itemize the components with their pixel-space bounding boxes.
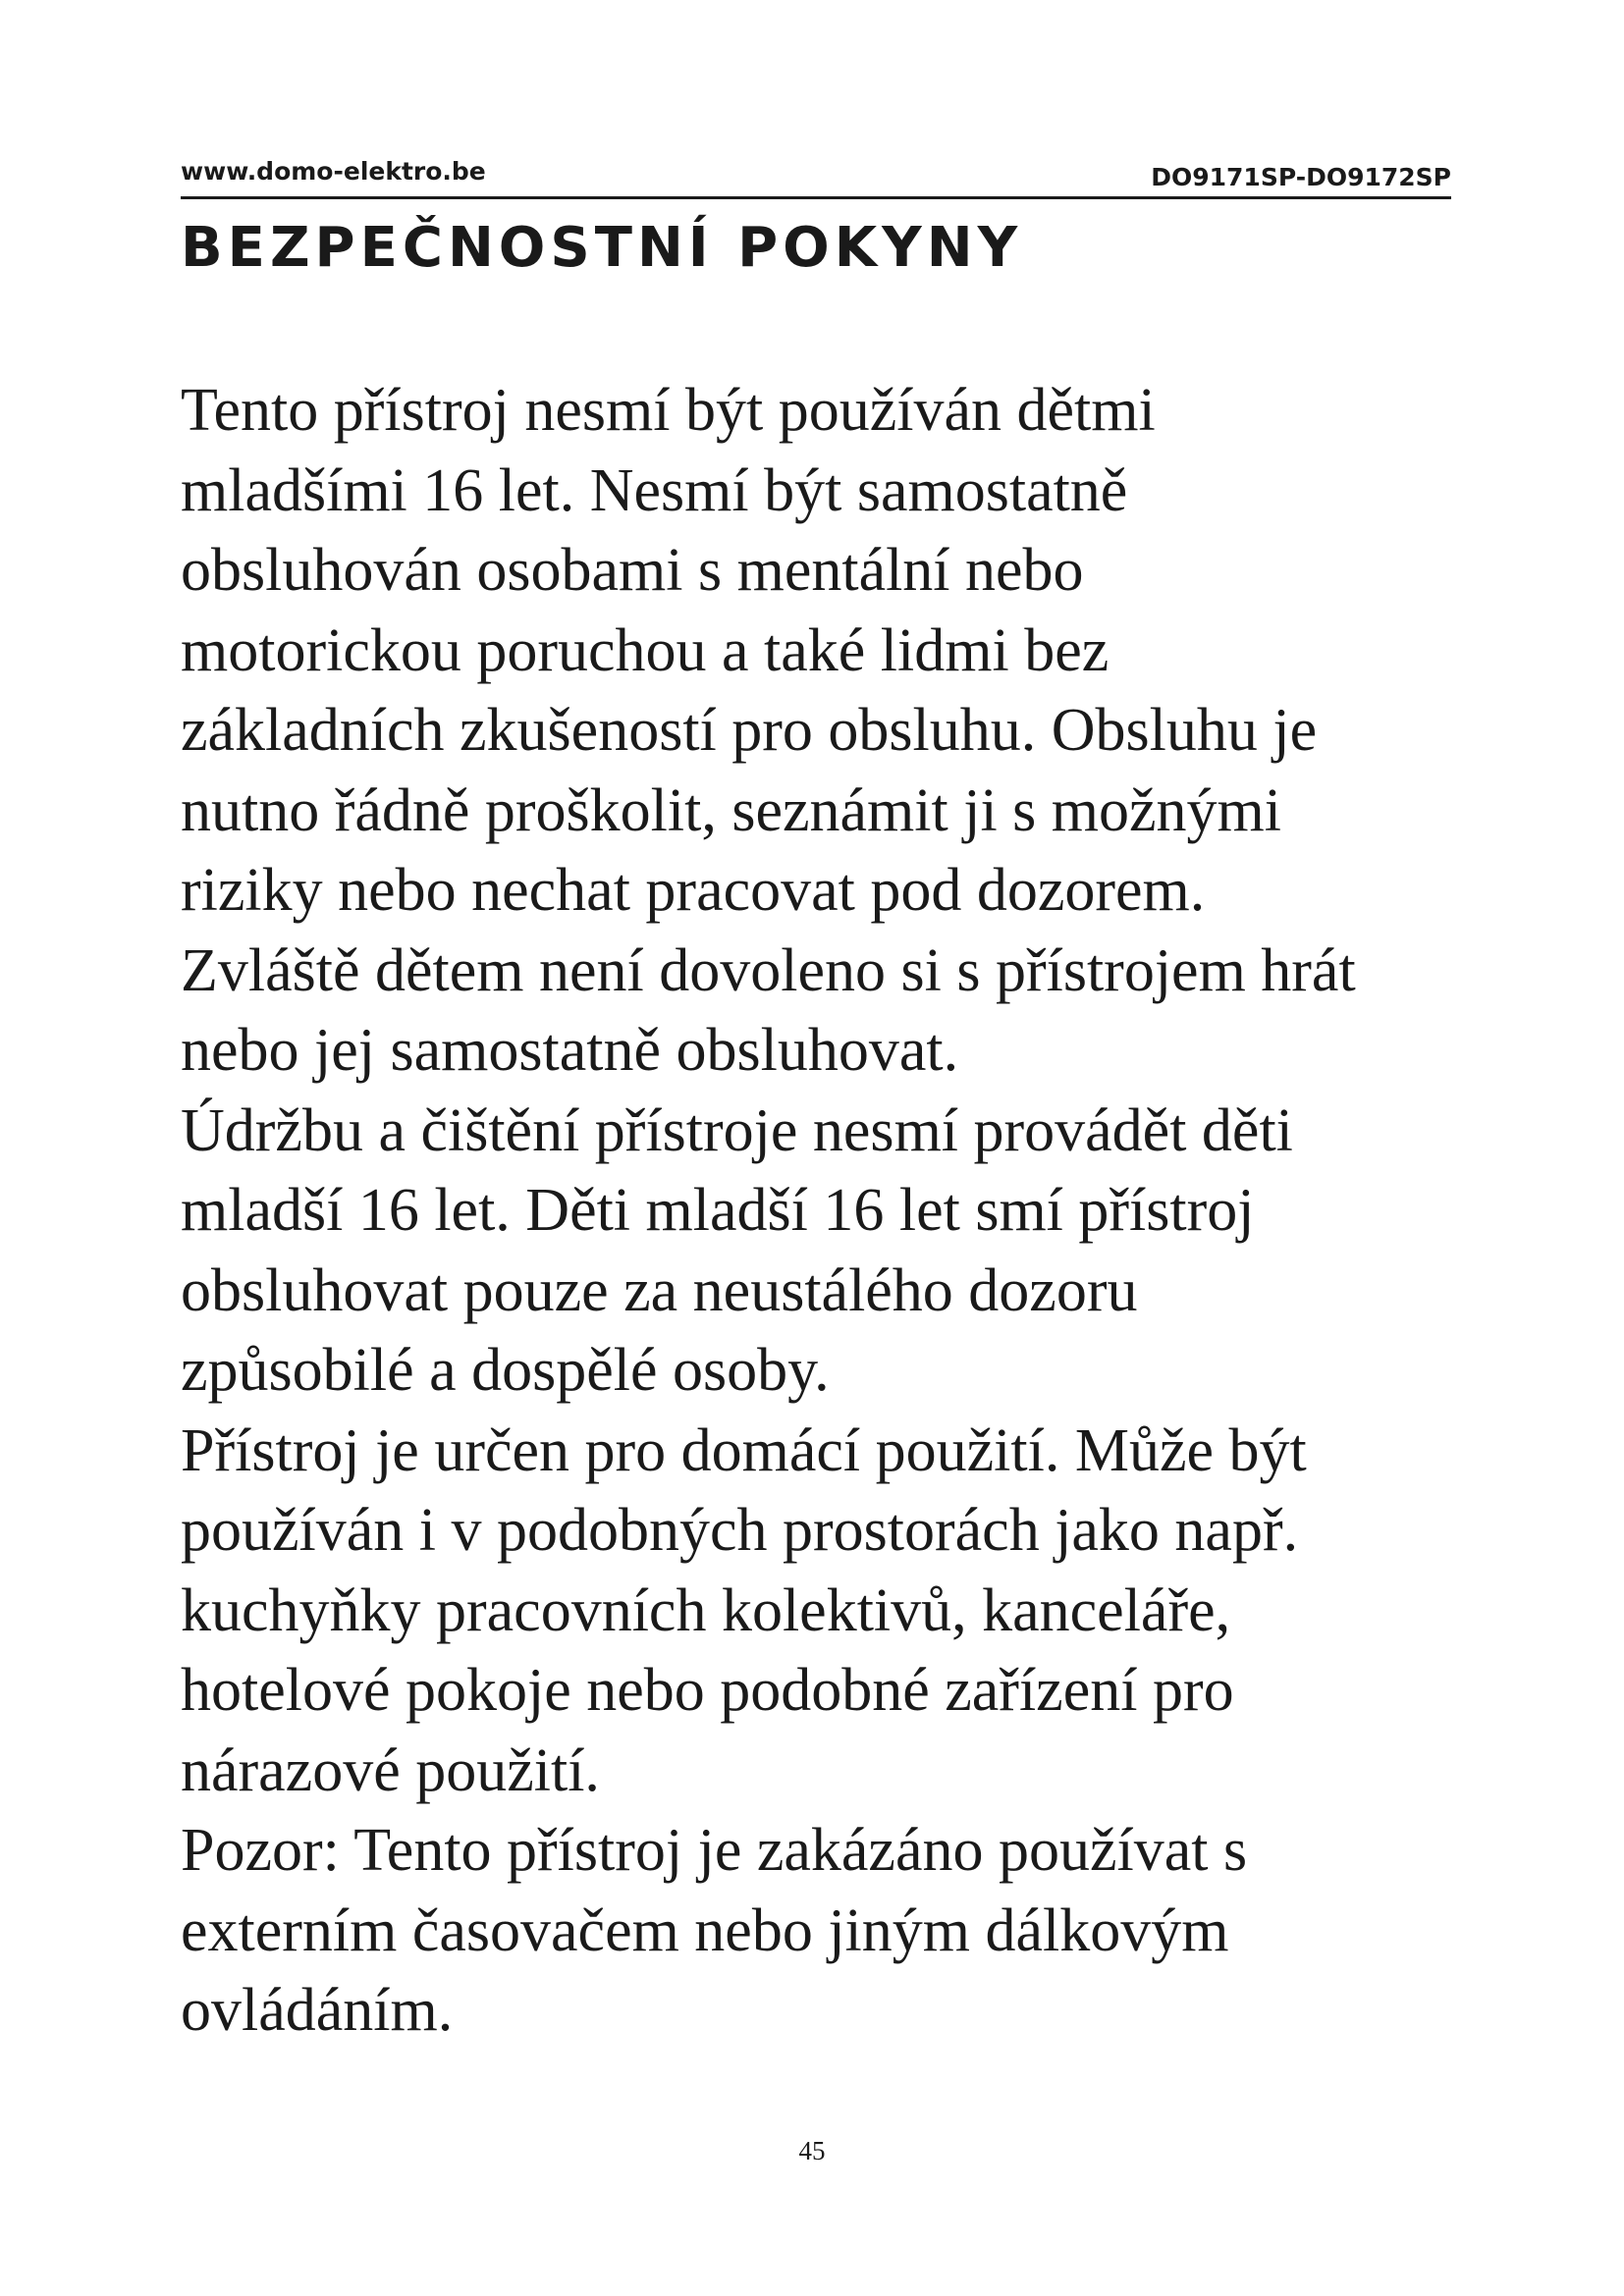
text-line: způsobilé a dospělé osoby. bbox=[181, 1337, 830, 1404]
text-line: obsluhovat pouze za neustálého dozoru bbox=[181, 1256, 1138, 1324]
text-line: obsluhován osobami s mentální nebo bbox=[181, 537, 1084, 604]
text-line: riziky nebo nechat pracovat pod dozorem. bbox=[181, 857, 1206, 924]
text-line: Zvláště dětem není dovoleno si s přístrojem hrát bbox=[181, 936, 1356, 1004]
model-number: DO9171SP-DO9172SP bbox=[1151, 163, 1451, 191]
text-line: nárazové použití. bbox=[181, 1736, 600, 1804]
text-line: mladšími 16 let. Nesmí být samostatně bbox=[181, 456, 1128, 524]
text-line: motorickou poruchou a také lidmi bez bbox=[181, 616, 1110, 684]
text-line: Tento přístroj nesmí být používán dětmi bbox=[181, 377, 1156, 444]
text-line: nutno řádně proškolit, seznámit ji s možnými bbox=[181, 776, 1281, 844]
page-header bbox=[181, 157, 1451, 199]
text-line: používán i v podobných prostorách jako např. bbox=[181, 1497, 1299, 1564]
website-url: www.domo-elektro.be bbox=[181, 157, 486, 186]
text-line: nebo jej samostatně obsluhovat. bbox=[181, 1017, 959, 1084]
text-line: Pozor: Tento přístroj je zakázáno používat s bbox=[181, 1817, 1248, 1884]
text-line: základních zkušeností pro obsluhu. Obsluhu je bbox=[181, 697, 1318, 764]
text-line: hotelové pokoje nebo podobné zařízení pro bbox=[181, 1657, 1234, 1724]
text-line: Údržbu a čištění přístroje nesmí provádět děti bbox=[181, 1096, 1293, 1164]
text-line: ovládáním. bbox=[181, 1977, 454, 2044]
text-line: mladší 16 let. Děti mladší 16 let smí přístroj bbox=[181, 1177, 1255, 1244]
page-number: 45 bbox=[798, 2136, 826, 2165]
text-line: Přístroj je určen pro domácí použití. Může být bbox=[181, 1416, 1307, 1484]
section-title: BEZPEČNOSTNÍ POKYNY bbox=[181, 216, 1023, 280]
safety-instructions-text bbox=[181, 371, 1467, 2052]
text-line: externím časovačem nebo jiným dálkovým bbox=[181, 1896, 1229, 1964]
text-line: kuchyňky pracovních kolektivů, kanceláře, bbox=[181, 1576, 1231, 1644]
